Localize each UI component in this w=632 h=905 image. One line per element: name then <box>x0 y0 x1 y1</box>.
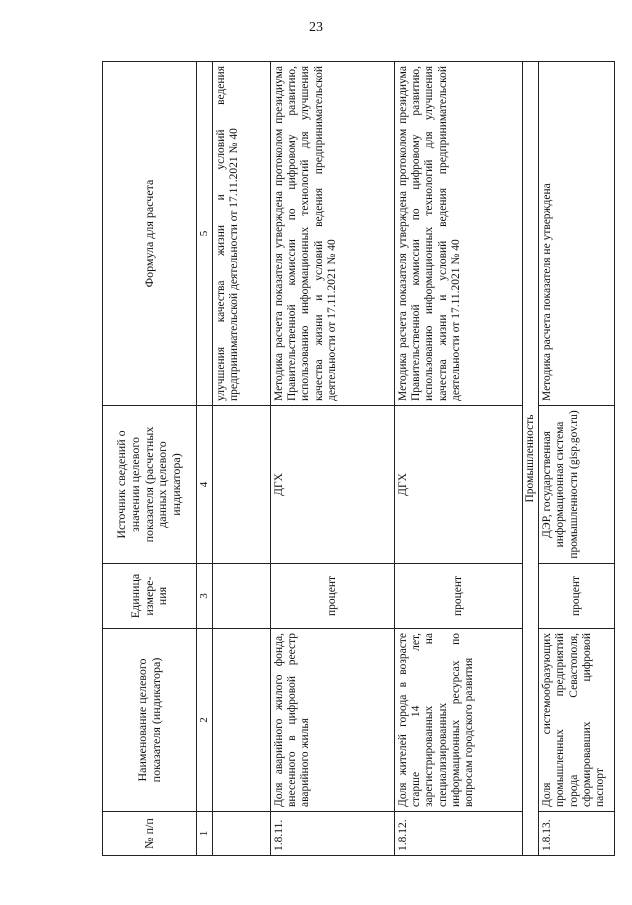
col-number: 2 <box>197 629 213 812</box>
col-number: 5 <box>197 62 213 406</box>
header-formula: Формула для расчета <box>103 62 197 406</box>
row-num: 1.8.13. <box>539 812 615 856</box>
row-unit: процент <box>394 564 522 629</box>
row-formula: Методика расчета показателя утверждена протоколом президиума Правительственной комиссии по цифровому развитию, использованию информационных технологий для улучшения качества жизни и условий ведения предпринимательской деятельности от 17.11.2021 № 40 <box>394 62 522 406</box>
table-row <box>539 62 615 856</box>
row-name: Доля системообразующих промышленных предприятий города Севастополя, сформировавших цифровой паспорт <box>539 629 615 812</box>
indicator-table <box>102 61 615 856</box>
col-number: 3 <box>197 564 213 629</box>
row-name: Доля жителей города в возрасте старше 14 лет, зарегистрированных на специализированных информационных ресурсах по вопросам городского развития <box>394 629 522 812</box>
header-unit: Единица измере-ния <box>103 564 197 629</box>
header-name: Наименование целевого показателя (индикатора) <box>103 629 197 812</box>
row-source: ДГХ <box>270 406 394 564</box>
page-number: 23 <box>309 20 323 35</box>
row-unit: процент <box>539 564 615 629</box>
row-source: ДЭР, государственная информационная система промышленности (gisp.gov.ru) <box>539 406 615 564</box>
row-source: ДГХ <box>394 406 522 564</box>
row-num: 1.8.11. <box>270 812 394 856</box>
header-source: Источник сведений о значении целевого показателя (расчетных данных целевого индикатора) <box>103 406 197 564</box>
row-name: Доля аварийного жилого фонда, внесенного в цифровой реестр аварийного жилья <box>270 629 394 812</box>
section-title: Промышленность <box>522 62 538 856</box>
section-header-row <box>522 62 538 856</box>
row-unit: процент <box>270 564 394 629</box>
header-num: № п/п <box>103 812 197 856</box>
rotated-table-container <box>102 62 632 856</box>
col-number: 1 <box>197 812 213 856</box>
col-number: 4 <box>197 406 213 564</box>
header-row <box>103 62 197 856</box>
row-num: 1.8.12. <box>394 812 522 856</box>
row-formula: Методика расчета показателя не утверждена <box>539 62 615 406</box>
row-formula: Методика расчета показателя утверждена протоколом президиума Правительственной комиссии по цифровому развитию, использованию информационных технологий для улучшения качества жизни и условий ведения предпринимательской деятельности от 17.11.2021 № 40 <box>270 62 394 406</box>
table-row <box>394 62 522 856</box>
continuation-row <box>212 62 270 856</box>
table-row <box>270 62 394 856</box>
continuation-formula: улучшения качества жизни и условий ведения предпринимательской деятельности от 17.11.2021 № 40 <box>212 62 270 406</box>
column-number-row <box>197 62 213 856</box>
